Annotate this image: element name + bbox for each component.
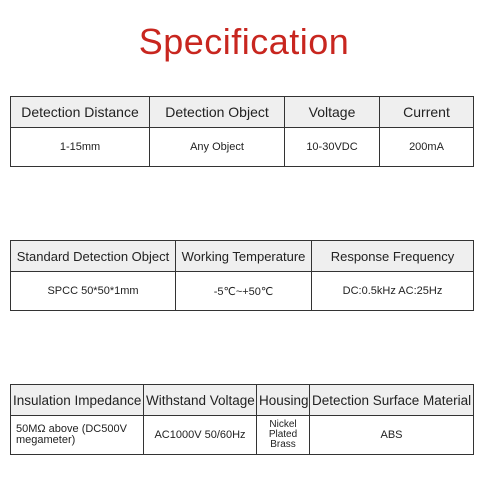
value-insulation-impedance: 50MΩ above (DC500V megameter) <box>11 416 144 455</box>
value-detection-distance: 1-15mm <box>11 128 150 167</box>
page-title: Specification <box>138 21 350 62</box>
header-housing: Housing <box>257 385 310 416</box>
header-voltage: Voltage <box>285 97 380 128</box>
spec-table-material <box>10 384 474 455</box>
value-detection-surface-material: ABS <box>310 416 474 455</box>
value-current: 200mA <box>380 128 474 167</box>
table-header-row <box>11 97 474 128</box>
header-detection-surface-material: Detection Surface Material <box>310 385 474 416</box>
header-withstand-voltage: Withstand Voltage <box>144 385 257 416</box>
header-response-frequency: Response Frequency <box>312 241 474 272</box>
header-detection-distance: Detection Distance <box>11 97 150 128</box>
table-row <box>11 272 474 311</box>
value-working-temperature: -5℃~+50℃ <box>176 272 312 311</box>
table-header-row <box>11 385 474 416</box>
value-detection-object: Any Object <box>150 128 285 167</box>
value-standard-detection-object: SPCC 50*50*1mm <box>11 272 176 311</box>
value-voltage: 10-30VDC <box>285 128 380 167</box>
spec-table-electrical <box>10 96 474 167</box>
header-current: Current <box>380 97 474 128</box>
header-working-temperature: Working Temperature <box>176 241 312 272</box>
value-response-frequency: DC:0.5kHz AC:25Hz <box>312 272 474 311</box>
spec-table-performance <box>10 240 474 311</box>
value-housing: Nickel Plated Brass <box>257 416 310 455</box>
header-detection-object: Detection Object <box>150 97 285 128</box>
table-header-row <box>11 241 474 272</box>
header-standard-detection-object: Standard Detection Object <box>11 241 176 272</box>
header-insulation-impedance: Insulation Impedance <box>11 385 144 416</box>
value-withstand-voltage: AC1000V 50/60Hz <box>144 416 257 455</box>
table-row <box>11 416 474 455</box>
table-row <box>11 128 474 167</box>
